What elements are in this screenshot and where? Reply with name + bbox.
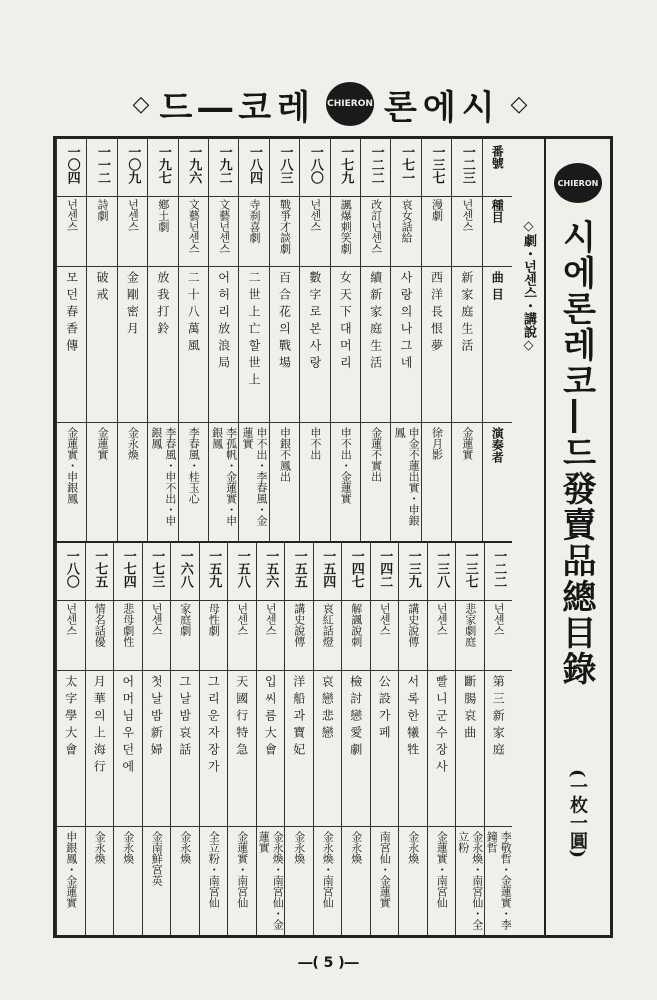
record-title: 破戒 — [87, 271, 116, 423]
record-number: 一七五 — [86, 549, 114, 601]
table-row — [451, 139, 481, 541]
record-genre: 넌센스 — [257, 603, 285, 671]
price-note: (一枚一圓) — [567, 769, 588, 859]
table-row — [178, 139, 208, 541]
record-genre: 넌센스 — [228, 603, 256, 671]
table-row — [390, 139, 420, 541]
record-genre: 戰爭才談劇 — [270, 199, 299, 267]
bottom-table — [56, 541, 512, 935]
table-row — [208, 139, 238, 541]
record-genre: 解諷說刺 — [342, 603, 370, 671]
record-title: 金剛密月 — [118, 271, 147, 423]
record-performer: 金蓮不實出 — [369, 427, 383, 482]
record-number: 一八四 — [239, 145, 268, 197]
catalog-frame — [53, 136, 613, 938]
table-row — [199, 543, 228, 935]
record-genre: 넌센스 — [371, 603, 399, 671]
record-title: 모던春香傳 — [57, 271, 86, 423]
record-number: 一六八 — [171, 549, 199, 601]
record-title: 續新家庭生活 — [361, 271, 390, 423]
record-title: 二十八萬風 — [179, 271, 208, 423]
table-row — [398, 543, 427, 935]
record-number: 一〇九 — [118, 145, 147, 197]
table-row — [360, 139, 390, 541]
record-number: 一三七 — [456, 549, 484, 601]
record-number: 一五六 — [257, 549, 285, 601]
record-genre: 넌센스 — [452, 199, 481, 267]
record-genre: 넌센스 — [118, 199, 147, 267]
record-genre: 鄕土劇 — [148, 199, 177, 267]
top-table — [56, 139, 512, 541]
record-performer: 李孤帆・金蓮實・申銀鳳 — [210, 427, 238, 526]
record-title: 二世上亡할世上 — [239, 271, 268, 423]
record-performer: 金永煥・南宮仙 — [321, 831, 335, 908]
record-number: 一五八 — [228, 549, 256, 601]
record-title: 입씨름大會 — [257, 675, 285, 827]
record-performer: 金永煥 — [121, 831, 135, 864]
record-genre: 哀女話給 — [391, 199, 420, 267]
record-performer: 金蓮實・申銀鳳 — [65, 427, 79, 504]
record-title: 太字學大會 — [57, 675, 85, 827]
table-row — [484, 543, 513, 935]
header-performer: 演奏者 — [490, 427, 505, 463]
record-title: 洋船과寶妃 — [285, 675, 313, 827]
record-performer: 申不出 — [308, 427, 322, 460]
record-number: 一二二 — [485, 549, 513, 601]
header-title: 曲目 — [483, 271, 512, 423]
record-title: 新家庭生活 — [452, 271, 481, 423]
record-number: 一五四 — [314, 549, 342, 601]
record-performer: 李春風・桂玉心 — [187, 427, 201, 504]
page-header — [100, 82, 560, 126]
record-title: 公設가페 — [371, 675, 399, 827]
header-genre: 種目 — [483, 199, 512, 267]
table-row — [427, 543, 456, 935]
record-genre: 文藝넌센스 — [179, 199, 208, 267]
title-column — [544, 139, 610, 935]
record-performer: 金永煥 — [93, 831, 107, 864]
diamond-right-icon: ◇ — [510, 91, 528, 117]
record-title: 사랑의나그네 — [391, 271, 420, 423]
record-genre: 哀紅話燈 — [314, 603, 342, 671]
record-title: 百合花의戰場 — [270, 271, 299, 423]
record-performer: 金蓮實・南宮仙 — [435, 831, 449, 908]
record-genre: 漫劇 — [422, 199, 451, 267]
table-row — [85, 543, 114, 935]
table-row — [299, 139, 329, 541]
record-number: 一七三 — [143, 549, 171, 601]
record-genre: 諷爆刺笑劇 — [331, 199, 360, 267]
record-number: 一〇四 — [57, 145, 86, 197]
table-header-column — [482, 139, 512, 541]
record-performer: 金永煥 — [178, 831, 192, 864]
record-performer: 金蓮實 — [96, 427, 110, 460]
record-number: 一二二 — [361, 145, 390, 197]
record-genre: 講史說傳 — [285, 603, 313, 671]
section-label: ◇劇・넌센스・講說◇ — [521, 219, 536, 353]
header-num: 番號 — [483, 145, 512, 197]
record-performer: 申銀不鳳出 — [278, 427, 292, 482]
record-number: 一八三 — [270, 145, 299, 197]
record-performer: 金南鮮宮英 — [150, 831, 164, 886]
record-title: 斷腸哀曲 — [456, 675, 484, 827]
record-performer: 申不出・金蓮實 — [339, 427, 353, 504]
table-row — [56, 543, 85, 935]
record-genre: 情名話優 — [86, 603, 114, 671]
title-logo-icon: CHIERON — [554, 163, 602, 203]
record-title: 第三新家庭 — [485, 675, 513, 827]
record-performer: 金永煥 — [126, 427, 140, 460]
record-genre: 넌센스 — [300, 199, 329, 267]
table-row — [341, 543, 370, 935]
record-performer: 申銀鳳・金蓮實 — [64, 831, 78, 908]
record-number: 一五五 — [285, 549, 313, 601]
page-number: ―( 5 )― — [298, 955, 359, 971]
table-row — [421, 139, 451, 541]
record-performer: 金蓮實 — [460, 427, 474, 460]
record-performer: 李春風・申不出・申銀鳳 — [149, 427, 177, 526]
table-row — [117, 139, 147, 541]
table-row — [256, 543, 285, 935]
record-genre: 悲家劇庭 — [456, 603, 484, 671]
table-row — [284, 543, 313, 935]
record-number: 一三七 — [422, 145, 451, 197]
record-genre: 悲母劇性 — [114, 603, 142, 671]
record-genre: 寺刹喜劇 — [239, 199, 268, 267]
header-left-text: 드―코레 — [159, 87, 316, 128]
table-row — [170, 543, 199, 935]
record-genre: 改訂넌센스 — [361, 199, 390, 267]
record-genre: 넌센스 — [428, 603, 456, 671]
table-row — [269, 139, 299, 541]
table-row — [313, 543, 342, 935]
table-row — [56, 139, 86, 541]
record-title: 그리운자장가 — [200, 675, 228, 827]
record-performer: 全立粉・南宮仙 — [207, 831, 221, 908]
table-row — [227, 543, 256, 935]
record-number: 一七九 — [331, 145, 360, 197]
record-number: 一八〇 — [300, 145, 329, 197]
record-title: 첫날밤新婦 — [143, 675, 171, 827]
record-number: 一四二 — [371, 549, 399, 601]
record-number: 一九七 — [148, 145, 177, 197]
record-number: 一一二 — [87, 145, 116, 197]
table-row — [147, 139, 177, 541]
record-title: 女天下대머리 — [331, 271, 360, 423]
record-title: 天國行特急 — [228, 675, 256, 827]
record-title: 放我打鈴 — [148, 271, 177, 423]
record-number: 一九六 — [179, 145, 208, 197]
record-number: 一五九 — [200, 549, 228, 601]
record-number: 一三八 — [428, 549, 456, 601]
record-number: 一七一 — [391, 145, 420, 197]
catalog-title: 시에론레코―드發賣品總目錄 — [556, 219, 596, 687]
record-performer: 金蓮實・南宮仙 — [235, 831, 249, 908]
record-performer: 徐月影 — [430, 427, 444, 460]
table-row — [142, 543, 171, 935]
record-title: 빨니군수장사 — [428, 675, 456, 827]
record-title: 어허리放浪局 — [209, 271, 238, 423]
record-title: 어머님우던에 — [114, 675, 142, 827]
record-title: 哀戀悲戀 — [314, 675, 342, 827]
record-genre: 家庭劇 — [171, 603, 199, 671]
record-genre: 넌센스 — [57, 199, 86, 267]
record-genre: 文藝넌센스 — [209, 199, 238, 267]
table-row — [238, 139, 268, 541]
record-title: 檢討戀愛劇 — [342, 675, 370, 827]
header-right-text: 론에시 — [384, 87, 501, 128]
record-number: 一二三 — [452, 145, 481, 197]
record-title: 數字로본사랑 — [300, 271, 329, 423]
record-number: 一九二 — [209, 145, 238, 197]
chieron-logo-icon: CHIERON — [326, 82, 374, 126]
record-performer: 金永煥・南宮仙・全立粉 — [456, 831, 484, 930]
record-performer: 申金不蓮出實・申銀鳳 — [393, 427, 421, 526]
record-genre: 넌센스 — [485, 603, 513, 671]
record-performer: 南宮仙・金蓮實 — [378, 831, 392, 908]
record-performer: 李敬哲・金蓮實・李鐘哲 — [485, 831, 513, 930]
record-title: 西洋長恨夢 — [422, 271, 451, 423]
table-row — [113, 543, 142, 935]
record-genre: 母性劇 — [200, 603, 228, 671]
table-row — [370, 543, 399, 935]
record-genre: 講史說傳 — [399, 603, 427, 671]
record-performer: 金永煥 — [292, 831, 306, 864]
record-performer: 申不出・李春風・金蓮實 — [241, 427, 269, 526]
record-genre: 넌센스 — [57, 603, 85, 671]
table-row — [86, 139, 116, 541]
record-performer: 金永煥・南宮仙・金蓮實 — [257, 831, 285, 930]
record-number: 一三九 — [399, 549, 427, 601]
record-genre: 詩劇 — [87, 199, 116, 267]
table-row — [455, 543, 484, 935]
diamond-left-icon: ◇ — [132, 91, 150, 117]
record-number: 一四七 — [342, 549, 370, 601]
record-performer: 金永煥 — [349, 831, 363, 864]
record-performer: 金永煥 — [406, 831, 420, 864]
record-title: 그날밤哀話 — [171, 675, 199, 827]
record-genre: 넌센스 — [143, 603, 171, 671]
record-number: 一七四 — [114, 549, 142, 601]
record-title: 서록한犧牲 — [399, 675, 427, 827]
record-title: 月華의上海行 — [86, 675, 114, 827]
table-row — [330, 139, 360, 541]
record-number: 一八〇 — [57, 549, 85, 601]
